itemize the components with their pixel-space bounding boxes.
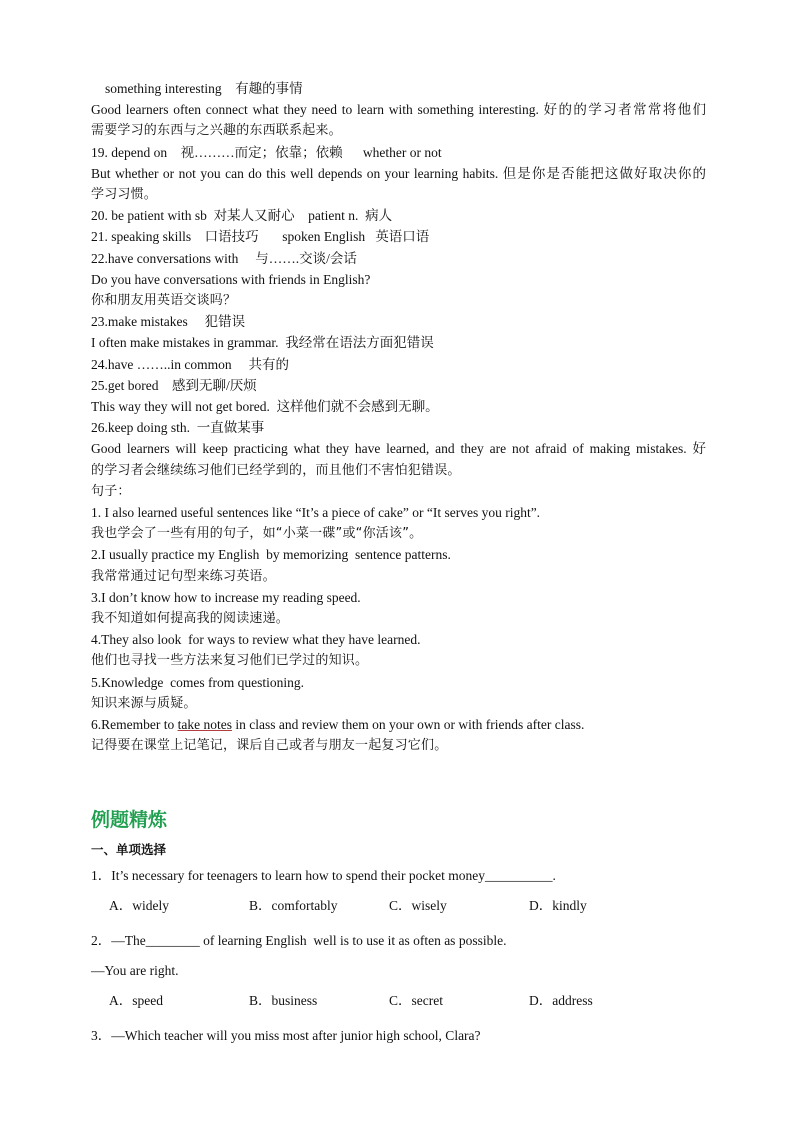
note-line: 的学习者会继续练习他们已经学到的，而且他们不害怕犯错误。 bbox=[91, 462, 461, 478]
note-line: 26.keep doing sth. 一直做某事 bbox=[91, 420, 265, 436]
note-line: 21. speaking skills 口语技巧 spoken English 英语口语 bbox=[91, 229, 430, 245]
note-line: This way they will not get bored. 这样他们就不会感到无聊。 bbox=[91, 399, 439, 415]
note-line: 23.make mistakes 犯错误 bbox=[91, 314, 246, 330]
note-line: 25.get bored 感到无聊/厌烦 bbox=[91, 377, 257, 393]
answer-option[interactable]: D．address bbox=[529, 992, 593, 1008]
answer-options bbox=[91, 896, 706, 916]
question-prompt: 3．—Which teacher will you miss most after junior high school, Clara? bbox=[91, 1027, 481, 1043]
document-page bbox=[91, 78, 706, 1046]
question-prompt: 1．It’s necessary for teenagers to learn how to spend their pocket money__________. bbox=[91, 867, 556, 883]
note-line: 24.have ……..in common 共有的 bbox=[91, 356, 289, 372]
note-line: Good learners will keep practicing what they have learned, and they are not afraid of making mistakes. 好 bbox=[91, 441, 706, 457]
note-line: 需要学习的东西与之兴趣的东西联系起来。 bbox=[91, 123, 342, 139]
note-line: 4.They also look for ways to review what they have learned. bbox=[91, 632, 421, 648]
question-prompt: 2．—The________ of learning English well is to use it as often as possible. bbox=[91, 932, 507, 948]
answer-option[interactable]: A．speed bbox=[109, 992, 163, 1008]
note-line: 学习习惯。 bbox=[91, 187, 158, 203]
note-line: 22.have conversations with 与…….交谈/会话 bbox=[91, 250, 357, 266]
subheading-single-choice: 一、单项选择 bbox=[91, 841, 167, 857]
answer-option[interactable]: B．business bbox=[249, 992, 318, 1008]
note-line: 我也学会了一些有用的句子，如“小菜一碟”或“你活该”。 bbox=[91, 526, 423, 542]
note-line: 我不知道如何提高我的阅读速递。 bbox=[91, 611, 290, 627]
note-line: 记得要在课堂上记笔记，课后自己或者与朋友一起复习它们。 bbox=[91, 738, 448, 754]
note-line: 句子： bbox=[91, 483, 131, 499]
note-line: Good learners often connect what they need to learn with something interesting. 好的的学习者常常将他们 bbox=[91, 102, 706, 118]
note-line: 6.Remember to take notes in class and review them on your own or with friends after class. bbox=[91, 717, 585, 733]
note-line: 5.Knowledge comes from questioning. bbox=[91, 674, 304, 690]
note-line: 2.I usually practice my English by memorizing sentence patterns. bbox=[91, 547, 451, 563]
underlined-phrase: take notes bbox=[177, 717, 232, 733]
note-line: 我常常通过记句型来练习英语。 bbox=[91, 568, 276, 584]
answer-option[interactable]: D．kindly bbox=[529, 897, 587, 913]
answer-option[interactable]: A．widely bbox=[109, 897, 169, 913]
vocabulary-notes bbox=[91, 78, 706, 757]
note-line: 3.I don’t know how to increase my reading speed. bbox=[91, 589, 361, 605]
note-line: 1. I also learned useful sentences like “It’s a piece of cake” or “It serves you right”. bbox=[91, 505, 541, 521]
note-line: 他们也寻找一些方法来复习他们已学过的知识。 bbox=[91, 653, 369, 669]
section-title: 例题精炼 bbox=[91, 808, 168, 831]
note-line: 你和朋友用英语交谈吗？ bbox=[91, 293, 237, 309]
answer-options bbox=[91, 991, 706, 1011]
answer-option[interactable]: C．wisely bbox=[389, 897, 447, 913]
dialogue-line: —You are right. bbox=[91, 962, 179, 978]
note-line: 20. be patient with sb 对某人又耐心 patient n. 病人 bbox=[91, 208, 393, 224]
answer-option[interactable]: B．comfortably bbox=[249, 897, 338, 913]
note-line: something interesting 有趣的事情 bbox=[105, 81, 303, 96]
note-line: 知识来源与质疑。 bbox=[91, 695, 197, 711]
note-line: I often make mistakes in grammar. 我经常在语法方面犯错误 bbox=[91, 335, 434, 351]
note-line: 19. depend on 视………而定；依靠；依赖 whether or not bbox=[91, 144, 442, 160]
note-line: Do you have conversations with friends in English? bbox=[91, 271, 371, 287]
note-line: But whether or not you can do this well depends on your learning habits. 但是你是否能把这做好取决你的 bbox=[91, 165, 706, 181]
question-list bbox=[91, 866, 706, 1046]
answer-option[interactable]: C．secret bbox=[389, 992, 443, 1008]
